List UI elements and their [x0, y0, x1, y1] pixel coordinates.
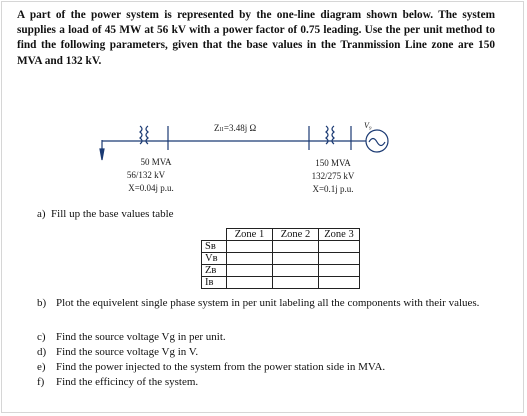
question-text: Find the source voltage Vg in V.: [56, 346, 199, 358]
table-row: [202, 253, 360, 265]
transformer-left-x: X=0.04j p.u.: [128, 183, 174, 193]
question-d: [37, 345, 198, 360]
table-cell[interactable]: [273, 277, 319, 289]
table-cell[interactable]: [319, 253, 360, 265]
table-cell[interactable]: [319, 277, 360, 289]
table-cell[interactable]: [273, 265, 319, 277]
question-text: Find the source voltage Vg in per unit.: [56, 331, 226, 343]
transformer-left-kv: 56/132 kV: [126, 170, 166, 180]
row-header-vb: Vʙ: [202, 253, 227, 265]
table-cell[interactable]: [319, 265, 360, 277]
question-f: [37, 375, 198, 390]
table-row: [202, 265, 360, 277]
question-label: c): [37, 331, 46, 343]
problem-statement: A part of the power system is represented by the one-line diagram shown below. The system supplies a load of 45 MW at 56 kV with a power factor of 0.75 leading. Use the per unit method to find the following parameters, given that the base values in the Tranmission Line zone are 150 MVA and 132 kV.: [17, 9, 495, 67]
table-cell[interactable]: [227, 253, 273, 265]
question-label: d): [37, 346, 47, 358]
row-header-sb: Sʙ: [202, 241, 227, 253]
table-cell[interactable]: [319, 241, 360, 253]
transformer-right-mva: 150 MVA: [315, 158, 351, 168]
line-impedance-label: Zₗₗ=3.48j Ω: [214, 123, 257, 133]
transformer-right-x: X=0.1j p.u.: [312, 184, 354, 194]
sine-wave-icon: [369, 139, 385, 146]
table-row: [202, 241, 360, 253]
transformer-right-kv: 132/275 kV: [311, 171, 355, 181]
table-row: [202, 277, 360, 289]
question-text: Find the power injected to the system from the power station side in MVA.: [56, 361, 386, 373]
question-label: f): [37, 376, 45, 388]
table-cell[interactable]: [273, 253, 319, 265]
question-e: [37, 360, 385, 375]
zone-1-header: Zone 1: [227, 229, 273, 241]
source-voltage-label: V₉: [364, 121, 372, 130]
zone-3-header: Zone 3: [319, 229, 360, 241]
question-text: Plot the equivelent single phase system in per unit labeling all the components with their values.: [56, 297, 480, 309]
question-label: b): [37, 297, 47, 309]
transformer-left-mva: 50 MVA: [140, 157, 172, 167]
table-cell[interactable]: [227, 265, 273, 277]
row-header-ib: Iʙ: [202, 277, 227, 289]
question-b: [37, 296, 497, 311]
row-header-zb: Zʙ: [202, 265, 227, 277]
question-a: a) Fill up the base values table: [37, 208, 174, 220]
table-cell[interactable]: [227, 241, 273, 253]
table-cell[interactable]: [227, 277, 273, 289]
load-arrow-icon: [100, 149, 104, 160]
zone-2-header: Zone 2: [273, 229, 319, 241]
question-text: Find the efficincy of the system.: [56, 376, 199, 388]
table-cell[interactable]: [273, 241, 319, 253]
question-c: [37, 330, 226, 345]
base-values-table: [201, 228, 360, 289]
question-label: e): [37, 361, 46, 373]
